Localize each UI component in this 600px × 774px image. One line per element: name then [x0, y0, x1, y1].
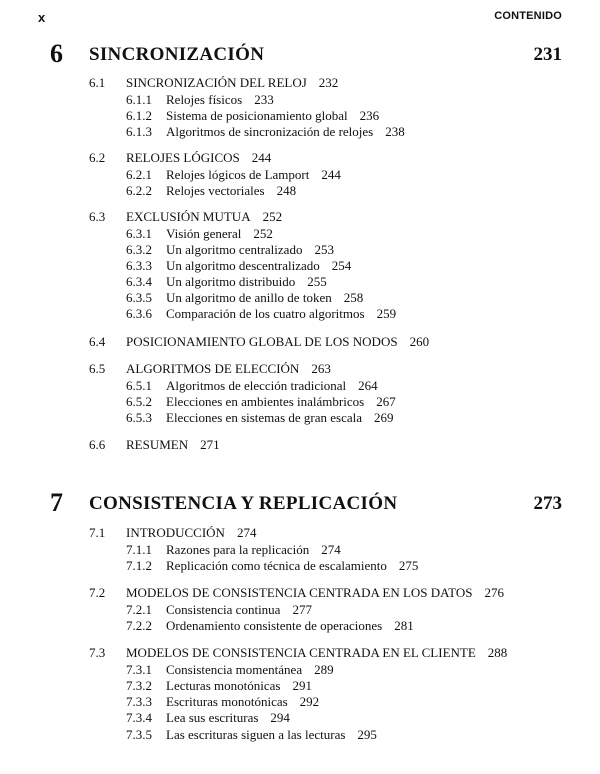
section-page: 263: [311, 361, 331, 376]
subsection-title: Relojes vectoriales: [166, 183, 265, 198]
chapter-page: 231: [533, 44, 562, 65]
subsection-title: Un algoritmo distribuido: [166, 274, 296, 289]
subsection-title: Elecciones en sistemas de gran escala: [166, 410, 362, 425]
section-page: 288: [487, 645, 508, 660]
section-number: 6.6: [89, 437, 106, 452]
subsection-title: Elecciones en ambientes inalámbricos: [166, 394, 365, 409]
section-number: 7.2: [89, 585, 106, 600]
subsection-page: 254: [331, 258, 352, 273]
subsection-title: Un algoritmo descentralizado: [166, 258, 320, 273]
section-title: MODELOS DE CONSISTENCIA CENTRADA EN EL CLIENTE: [126, 645, 476, 660]
subsection-page: 236: [359, 108, 380, 123]
section-number: 6.4: [89, 334, 106, 349]
subsection-title: Un algoritmo centralizado: [166, 242, 303, 257]
chapter-number: 6: [50, 39, 63, 68]
section-number: 6.3: [89, 209, 106, 224]
subsection-page: 275: [398, 558, 419, 573]
subsection-number: 6.3.3: [126, 258, 152, 273]
subsection-title: Ordenamiento consistente de operaciones: [166, 618, 383, 633]
subsection-page: 294: [270, 710, 290, 725]
section-page: 260: [409, 334, 430, 349]
subsection-page: 259: [376, 306, 397, 321]
subsection-title: Consistencia momentánea: [166, 662, 303, 677]
subsection-title: Relojes físicos: [166, 92, 243, 107]
subsection-number: 7.1.1: [126, 542, 152, 557]
subsection-number: 6.1.2: [126, 108, 152, 123]
chapter-heading: [0, 41, 600, 67]
subsection-title: Escrituras monotónicas: [166, 694, 288, 709]
subsection-number: 7.2.2: [126, 618, 152, 633]
subsection-number: 6.5.2: [126, 394, 152, 409]
chapter-heading: [0, 490, 600, 516]
subsection-page: 281: [394, 618, 414, 633]
section-number: 6.5: [89, 361, 106, 376]
subsection-title: Comparación de los cuatro algoritmos: [166, 306, 365, 321]
subsection-number: 6.2.2: [126, 183, 152, 198]
running-title: CONTENIDO: [494, 10, 562, 22]
section-page: 244: [251, 150, 272, 165]
subsection-number: 6.2.1: [126, 167, 152, 182]
section-page: 276: [484, 585, 504, 600]
subsection-number: 6.3.5: [126, 290, 152, 305]
subsection-page: 274: [321, 542, 341, 557]
subsection-page: 244: [321, 167, 341, 182]
subsection-title: Replicación como técnica de escalamiento: [166, 558, 387, 573]
section-title: SINCRONIZACIÓN DEL RELOJ: [126, 75, 307, 90]
section-page: 274: [236, 525, 257, 540]
subsection-title: Consistencia continua: [166, 602, 281, 617]
subsection-page: 289: [314, 662, 334, 677]
section-number: 7.1: [89, 525, 106, 540]
subsection-number: 6.1.3: [126, 124, 152, 139]
section-page: 232: [318, 75, 339, 90]
section-title: RELOJES LÓGICOS: [126, 150, 240, 165]
subsection-title: Un algoritmo de anillo de token: [166, 290, 332, 305]
section-number: 6.1: [89, 75, 106, 90]
section-title: EXCLUSIÓN MUTUA: [126, 209, 251, 224]
section-title: ALGORITMOS DE ELECCIÓN: [126, 361, 300, 376]
subsection-title: Las escrituras siguen a las lecturas: [166, 727, 346, 742]
page-number: x: [38, 10, 46, 25]
subsection-page: 233: [254, 92, 274, 107]
subsection-page: 248: [276, 183, 297, 198]
subsection-title: Sistema de posicionamiento global: [166, 108, 348, 123]
subsection-page: 267: [376, 394, 396, 409]
chapter-title: CONSISTENCIA Y REPLICACIÓN: [89, 493, 398, 514]
subsection-number: 7.3.3: [126, 694, 152, 709]
section-title: POSICIONAMIENTO GLOBAL DE LOS NODOS: [126, 334, 398, 349]
subsection-number: 7.3.5: [126, 727, 152, 742]
subsection-title: Algoritmos de elección tradicional: [166, 378, 347, 393]
chapter-page: 273: [533, 493, 562, 514]
section-number: 6.2: [89, 150, 106, 165]
subsection-title: Visión general: [166, 226, 242, 241]
subsection-page: 238: [385, 124, 405, 139]
chapter-title: SINCRONIZACIÓN: [89, 44, 265, 65]
subsection-title: Algoritmos de sincronización de relojes: [166, 124, 374, 139]
subsection-number: 7.3.1: [126, 662, 152, 677]
subsection-page: 295: [357, 727, 377, 742]
subsection-title: Relojes lógicos de Lamport: [166, 167, 310, 182]
subsection-page: 264: [358, 378, 378, 393]
subsection-title: Lecturas monotónicas: [166, 678, 281, 693]
section-number: 7.3: [89, 645, 106, 660]
subsection-number: 6.5.1: [126, 378, 152, 393]
subsection-number: 7.2.1: [126, 602, 152, 617]
subsection-number: 7.3.4: [126, 710, 152, 725]
subsection-page: 269: [374, 410, 394, 425]
section-title: INTRODUCCIÓN: [126, 525, 225, 540]
section-page: 252: [262, 209, 283, 224]
subsection-number: 6.3.1: [126, 226, 152, 241]
subsection-page: 253: [314, 242, 334, 257]
section-page: 271: [200, 437, 220, 452]
subsection-number: 6.1.1: [126, 92, 152, 107]
subsection-number: 6.5.3: [126, 410, 152, 425]
subsection-title: Lea sus escrituras: [166, 710, 259, 725]
subsection-number: 6.3.2: [126, 242, 152, 257]
section-title: MODELOS DE CONSISTENCIA CENTRADA EN LOS DATOS: [126, 585, 473, 600]
page-header: [38, 10, 562, 26]
subsection-page: 291: [292, 678, 312, 693]
subsection-number: 6.3.4: [126, 274, 152, 289]
subsection-number: 6.3.6: [126, 306, 152, 321]
subsection-page: 255: [307, 274, 327, 289]
subsection-number: 7.1.2: [126, 558, 152, 573]
subsection-page: 292: [299, 694, 320, 709]
subsection-page: 277: [292, 602, 312, 617]
subsection-page: 258: [343, 290, 364, 305]
chapter-number: 7: [50, 488, 63, 517]
subsection-page: 252: [253, 226, 273, 241]
section-title: RESUMEN: [126, 437, 189, 452]
subsection-number: 7.3.2: [126, 678, 152, 693]
subsection-title: Razones para la replicación: [166, 542, 310, 557]
